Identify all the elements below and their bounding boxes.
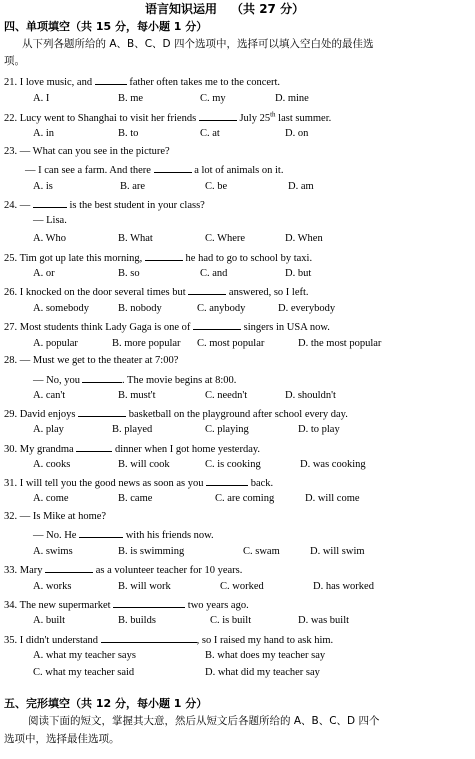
answer-blank — [95, 74, 127, 85]
question-26 — [4, 284, 309, 299]
option-a: A. what my teacher says — [33, 650, 136, 661]
option-d: D. to play — [298, 424, 340, 435]
question-24-line2: — Lisa. — [33, 215, 67, 226]
option-c: C. swam — [243, 546, 280, 557]
superscript: th — [270, 110, 276, 119]
question-text: answered, so I left. — [228, 287, 309, 298]
question-number: 33. — [4, 565, 18, 576]
option-d: D. will come — [305, 493, 360, 504]
question-number: 31. — [4, 478, 18, 489]
question-29 — [4, 406, 348, 421]
question-text: — No. He — [33, 530, 77, 541]
question-text: two years ago. — [187, 600, 249, 611]
question-text: father often takes me to the concert. — [129, 77, 281, 88]
option-d: D. the most popular — [298, 338, 382, 349]
question-number: 25. — [4, 253, 18, 264]
option-b: B. to — [118, 128, 139, 139]
question-number: 32. — [4, 511, 18, 522]
option-d: D. shouldn't — [285, 390, 336, 401]
option-d: D. will swim — [310, 546, 365, 557]
question-number: 35. — [4, 635, 18, 646]
question-number: 27. — [4, 322, 18, 333]
title-score: （共 27 分） — [231, 2, 305, 16]
question-32 — [4, 510, 106, 523]
option-c: C. most popular — [197, 338, 265, 349]
question-31 — [4, 475, 273, 490]
answer-blank — [154, 162, 192, 173]
section5-instruction-line1: 阅读下面的短文，掌握其大意，然后从短文后各题所给的 A、B、C、D 四个 — [28, 715, 380, 727]
section5-instruction-line2: 选项中，选择最佳选项。 — [4, 733, 120, 745]
question-text: — I can see a farm. And there — [25, 165, 151, 176]
option-d: D. am — [288, 181, 314, 192]
question-text: with his friends now. — [125, 530, 214, 541]
option-d: D. mine — [275, 93, 309, 104]
question-28-line2 — [33, 372, 236, 387]
section4-instruction-line2: 项。 — [4, 55, 25, 67]
question-23-line2 — [25, 162, 283, 177]
question-22 — [4, 110, 331, 125]
option-d: D. but — [285, 268, 312, 279]
question-28 — [4, 354, 178, 367]
option-b: B. will work — [118, 581, 171, 592]
option-d: D. was cooking — [300, 459, 366, 470]
question-32-line2 — [33, 527, 214, 542]
question-text: dinner when I got home yesterday. — [114, 444, 261, 455]
option-a: A. swims — [33, 546, 73, 557]
question-text: — Is Mike at home? — [19, 511, 107, 522]
question-text: last summer. — [278, 113, 332, 124]
answer-blank — [33, 197, 67, 208]
question-text: is the best student in your class? — [69, 200, 205, 211]
option-a: A. in — [33, 128, 54, 139]
question-text: July 25 — [239, 113, 271, 124]
question-text: . The movie begins at 8:00. — [121, 375, 237, 386]
answer-blank — [188, 284, 226, 295]
option-a: A. come — [33, 493, 69, 504]
question-text: — Must we get to the theater at 7:00? — [19, 355, 179, 366]
question-text: — — [19, 200, 31, 211]
option-c: C. and — [200, 268, 228, 279]
option-b: B. is swimming — [118, 546, 185, 557]
question-text: — What can you see in the picture? — [19, 146, 170, 157]
option-c: C. be — [205, 181, 228, 192]
answer-blank — [76, 441, 112, 452]
option-c: C. playing — [205, 424, 249, 435]
option-b: B. so — [118, 268, 140, 279]
answer-blank — [199, 110, 237, 121]
question-text: as a volunteer teacher for 10 years. — [95, 565, 243, 576]
question-21 — [4, 74, 280, 89]
option-c: C. are coming — [215, 493, 275, 504]
option-b: B. builds — [118, 615, 156, 626]
question-text: My grandma — [19, 444, 74, 455]
question-number: 34. — [4, 600, 18, 611]
option-d: D. was built — [298, 615, 350, 626]
question-text: , so I raised my hand to ask him. — [196, 635, 334, 646]
question-text: singers in USA now. — [243, 322, 330, 333]
option-b: B. me — [118, 93, 144, 104]
answer-blank — [193, 319, 241, 330]
option-c: C. worked — [220, 581, 264, 592]
question-number: 30. — [4, 444, 18, 455]
option-d: D. on — [285, 128, 309, 139]
option-a: A. works — [33, 581, 72, 592]
answer-blank — [45, 562, 93, 573]
option-b: B. came — [118, 493, 153, 504]
option-a: A. Who — [33, 233, 67, 244]
question-text: I knocked on the door several times but — [19, 287, 186, 298]
section-title — [145, 3, 304, 16]
option-c: C. needn't — [205, 390, 248, 401]
question-24 — [4, 197, 205, 212]
answer-blank — [79, 527, 123, 538]
question-text: Tim got up late this morning, — [19, 253, 143, 264]
question-number: 29. — [4, 409, 18, 420]
question-27 — [4, 319, 330, 334]
option-c: C. is cooking — [205, 459, 261, 470]
option-c: C. what my teacher said — [33, 667, 135, 678]
question-text: back. — [250, 478, 274, 489]
option-c: C. my — [200, 93, 226, 104]
question-23 — [4, 145, 170, 158]
option-c: C. at — [200, 128, 220, 139]
question-33 — [4, 562, 242, 577]
option-a: A. somebody — [33, 303, 89, 314]
question-number: 26. — [4, 287, 18, 298]
question-text: Lucy went to Shanghai to visit her friends — [19, 113, 197, 124]
question-number: 24. — [4, 200, 18, 211]
option-b: B. will cook — [118, 459, 170, 470]
option-d: D. When — [285, 233, 323, 244]
question-text: David enjoys — [19, 409, 76, 420]
question-text: — No, you — [33, 375, 80, 386]
question-35 — [4, 632, 333, 647]
option-c: C. is built — [210, 615, 252, 626]
option-a: A. popular — [33, 338, 78, 349]
option-b: B. played — [112, 424, 153, 435]
answer-blank — [206, 475, 248, 486]
question-30 — [4, 441, 260, 456]
option-c: C. anybody — [197, 303, 246, 314]
option-b: B. more popular — [112, 338, 181, 349]
question-text: Mary — [19, 565, 43, 576]
question-text: basketball on the playground after school every day. — [128, 409, 348, 420]
question-text: I will tell you the good news as soon as you — [19, 478, 204, 489]
answer-blank — [113, 597, 185, 608]
question-number: 28. — [4, 355, 18, 366]
title-text: 语言知识运用 — [145, 2, 218, 16]
option-a: A. or — [33, 268, 55, 279]
option-d: D. everybody — [278, 303, 336, 314]
answer-blank — [82, 372, 122, 383]
question-text: I didn't understand — [19, 635, 99, 646]
question-text: I love music, and — [19, 77, 93, 88]
option-a: A. cooks — [33, 459, 71, 470]
option-a: A. can't — [33, 390, 66, 401]
section5-heading: 五、完形填空（共 12 分，每小题 1 分） — [4, 697, 208, 710]
question-number: 21. — [4, 77, 18, 88]
question-text: Most students think Lady Gaga is one of — [19, 322, 191, 333]
option-a: A. built — [33, 615, 66, 626]
answer-blank — [101, 632, 197, 643]
section4-heading: 四、单项填空（共 15 分，每小题 1 分） — [4, 20, 208, 33]
question-text: a lot of animals on it. — [194, 165, 284, 176]
question-number: 23. — [4, 146, 18, 157]
option-a: A. is — [33, 181, 53, 192]
option-a: A. play — [33, 424, 64, 435]
option-d: D. has worked — [313, 581, 374, 592]
option-c: C. Where — [205, 233, 246, 244]
question-25 — [4, 250, 312, 265]
section4-instruction-line1: 从下列各题所给的 A、B、C、D 四个选项中，选择可以填入空白处的最佳选 — [22, 38, 374, 50]
question-number: 22. — [4, 113, 18, 124]
question-text: The new supermarket — [19, 600, 111, 611]
option-b: B. What — [118, 233, 153, 244]
option-d: D. what did my teacher say — [205, 667, 320, 678]
answer-blank — [78, 406, 126, 417]
option-a: A. I — [33, 93, 50, 104]
option-b: B. are — [120, 181, 146, 192]
option-b: B. nobody — [118, 303, 162, 314]
option-b: B. must't — [118, 390, 156, 401]
answer-blank — [145, 250, 183, 261]
option-b: B. what does my teacher say — [205, 650, 326, 661]
question-34 — [4, 597, 249, 612]
question-text: he had to go to school by taxi. — [185, 253, 313, 264]
